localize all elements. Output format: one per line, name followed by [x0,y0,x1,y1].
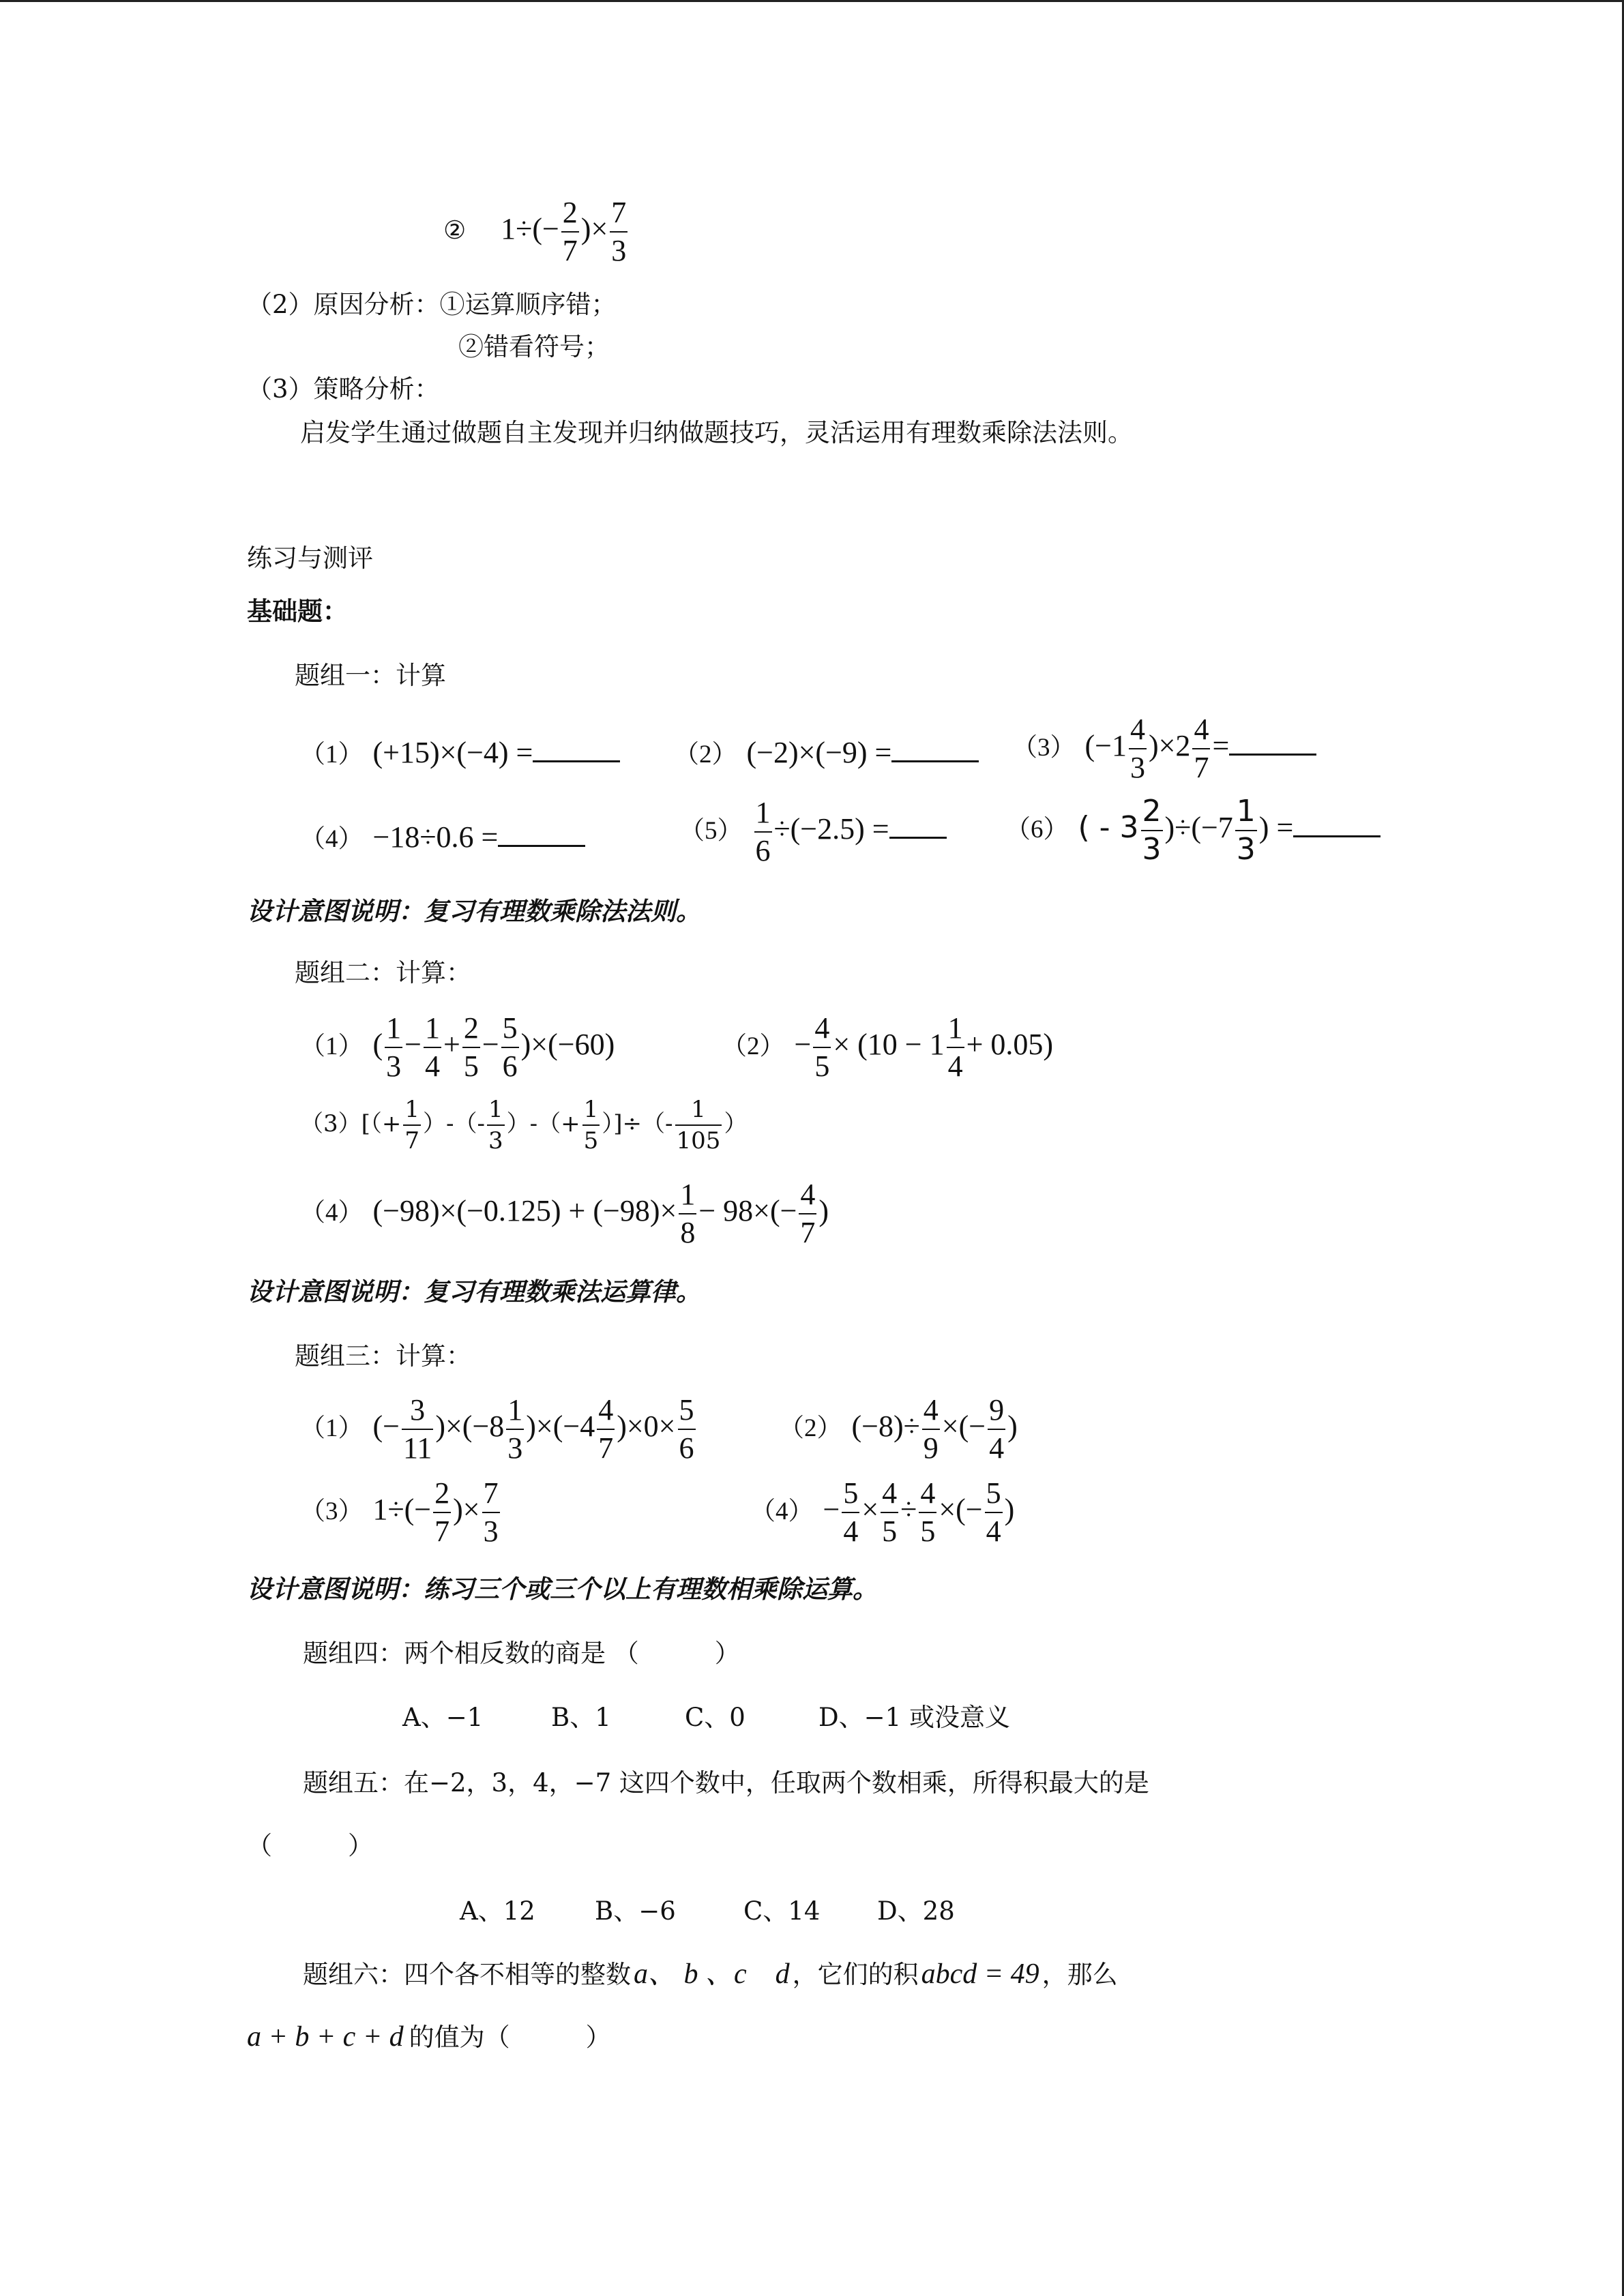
expression-part: )×2 [1148,729,1191,763]
numerator: 1 [691,1096,706,1123]
group1-problem-3 [1012,715,1316,783]
fraction [675,1098,722,1152]
fraction [385,1013,402,1082]
option-c[interactable]: C、14 [743,1896,821,1926]
fraction [881,1478,898,1547]
item2-text-a: 1÷(− [501,212,559,246]
expression-part: )×(−60) [520,1028,615,1062]
fraction [462,1013,480,1082]
group2-problem-2 [722,1013,1053,1082]
expression-part: ×(− [939,1493,983,1527]
problem-expression: (+15)×(−4) = [372,736,533,769]
operator: − [404,1028,422,1062]
answer-blank[interactable] [498,842,585,847]
expression-part: )× [453,1493,480,1527]
denominator: 5 [919,1512,936,1547]
denominator: 105 [675,1124,722,1152]
expression-part: ÷(−2.5) = [773,812,889,846]
item2-text-b: )× [580,212,608,246]
denominator: 3 [385,1047,402,1082]
numerator: 7 [483,1476,499,1510]
group4-question: 题组四：两个相反数的商是 （ ） [303,1639,740,1668]
expression-part: ) [1007,1410,1018,1444]
strategy-text: 启发学生通过做题自主发现并归纳做题技巧，灵活运用有理数乘除法法则。 [300,418,1133,447]
denominator: 7 [799,1213,816,1248]
operator: − [482,1028,499,1062]
variables: a、 b 、c d [634,1958,790,1990]
answer-blank[interactable] [891,758,979,762]
problem-label: （3） [300,1110,361,1137]
denominator: 5 [582,1124,600,1152]
numerator: 5 [679,1393,694,1427]
denominator: 7 [433,1512,451,1547]
fraction [988,1395,1005,1463]
denominator: 3 [506,1429,524,1463]
group1-problem-4 [300,822,585,852]
numerator: 1 [404,1096,420,1123]
numerator: 4 [920,1476,936,1510]
expression-part: ) [1004,1493,1015,1527]
numerator: 1 [947,1011,963,1045]
question-text: 的值为（ ） [409,2023,611,2052]
group4-options [402,1705,1010,1730]
group3-problem-3 [300,1478,502,1547]
page-top-border [0,0,1624,2]
numerator: 5 [502,1011,518,1045]
problem-label: （4） [300,825,364,853]
fraction [678,1395,696,1463]
problem-expression: (−2)×(−9) = [746,736,892,769]
fraction [842,1478,859,1547]
group3-problem-1 [300,1395,698,1463]
denominator: 4 [985,1512,1003,1547]
denominator: 8 [679,1213,696,1248]
fraction [922,1395,940,1463]
numerator: 1 [424,1011,440,1045]
numerator: 4 [1194,713,1209,746]
option-a[interactable]: A、12 [460,1896,535,1926]
expression-part: − [823,1493,840,1527]
numerator: 5 [843,1476,859,1510]
problem-label: （1） [300,1414,364,1443]
fraction [597,1395,615,1463]
fraction [947,1013,964,1082]
numerator: 5 [986,1476,1001,1510]
denominator: 4 [988,1429,1005,1463]
numerator: 1 [1236,794,1256,829]
group3-problem-2 [779,1395,1018,1463]
expression-part: 1÷(− [372,1493,432,1527]
expression-part: )×(−8 [435,1410,505,1444]
answer-blank[interactable] [1293,833,1381,837]
problem-label: （2） [779,1414,842,1443]
denominator: 6 [754,831,772,866]
option-b[interactable]: B、1 [551,1703,611,1732]
denominator: 7 [597,1429,615,1463]
fraction [433,1478,451,1547]
basic-heading: 基础题： [247,596,348,626]
numerator: 9 [989,1393,1005,1427]
item2-fraction-1 [561,198,579,266]
expression-part: (−98)×(−0.125) + (−98)× [372,1194,677,1228]
problem-label: （3） [1012,734,1076,762]
numerator: 4 [814,1011,830,1045]
denominator: 3 [1141,830,1163,865]
fraction [1192,715,1210,783]
sum-expression: a + b + c + d [247,2021,404,2053]
denominator: 3 [482,1512,500,1547]
problem-label: （5） [679,817,743,846]
cause-item-2: ②错看符号； [458,332,610,361]
expression-part: (− [372,1410,400,1444]
fraction [679,1180,696,1248]
cause-item-1: ①运算顺序错； [439,290,617,319]
fraction [403,1098,421,1152]
fraction [754,798,772,866]
question-text: ，它们的积 [792,1960,919,1989]
denominator: 7 [561,231,579,266]
group3-problem-4 [750,1478,1014,1547]
option-d[interactable]: D、−1 或没意义 [818,1703,1010,1732]
numerator: 4 [882,1476,898,1510]
numerator: 4 [923,1393,939,1427]
numerator: 1 [488,1096,503,1123]
group1-intent: 设计意图说明：复习有理数乘除法法则。 [247,896,701,926]
fraction [799,1180,816,1248]
group6-question [303,1960,1118,1988]
expression-part: ) [818,1194,829,1228]
item2-label: ② [443,217,467,245]
problem-label: （2） [674,741,737,769]
fraction [402,1395,433,1463]
fraction [482,1478,500,1547]
fraction [919,1478,936,1547]
group3-intent: 设计意图说明：练习三个或三个以上有理数相乘除运算。 [247,1574,878,1604]
group2-problem-4 [300,1180,829,1248]
group5-question: 题组五：在−2，3，4，−7 这四个数中，任取两个数相乘，所得积最大的是 [303,1768,1149,1798]
denominator: 11 [402,1429,433,1463]
numerator: 4 [800,1178,816,1211]
group6-question-cont [247,2023,611,2051]
option-b[interactable]: B、−6 [595,1896,676,1926]
problem-label: （1） [300,1032,364,1061]
fraction [1129,715,1147,783]
fraction [1141,796,1163,865]
group5-paren: （ ） [247,1831,373,1860]
numerator: 2 [434,1476,450,1510]
group2-problem-1 [300,1013,615,1082]
denominator: 4 [842,1512,859,1547]
group1-problem-5 [679,798,947,866]
expression-part: × [861,1493,879,1527]
option-d[interactable]: D、28 [877,1896,955,1926]
fraction [501,1013,519,1082]
numerator: 3 [410,1393,426,1427]
denominator: 3 [1129,748,1147,783]
fraction [1235,796,1257,865]
expression-part: ÷ [900,1493,917,1527]
group1-problem-1 [300,738,620,768]
denominator: 3 [610,231,628,266]
fraction [813,1013,831,1082]
option-c[interactable]: C、0 [685,1703,745,1732]
expression-part: ( - 3 [1078,810,1139,846]
numerator: 7 [611,196,627,229]
problem-label: （1） [300,741,364,769]
expression-part: ）]÷（- [602,1110,673,1137]
expression-part: (−8)÷ [851,1410,920,1444]
item2-expression [443,198,630,266]
group2-intent: 设计意图说明：复习有理数乘法运算律。 [247,1277,701,1307]
denominator: 4 [424,1047,441,1082]
numerator: 2 [1142,794,1162,829]
fraction [424,1013,441,1082]
expression-part: ）-（+ [506,1110,580,1137]
numerator: 1 [755,796,771,829]
expression-part: = [1212,729,1230,763]
expression-part: )×0× [617,1410,676,1444]
expression-part: )×(−4 [526,1410,595,1444]
problem-label: （2） [722,1032,785,1061]
item2-fraction-2 [610,198,628,266]
denominator: 5 [462,1047,480,1082]
denominator: 5 [813,1047,831,1082]
fraction [506,1395,524,1463]
expression-part: ×(− [941,1410,986,1444]
expression-part: ）-（- [423,1110,486,1137]
problem-label: （6） [1005,816,1069,844]
expression-part: × (10 − 1 [833,1028,945,1062]
strategy-heading: （3）策略分析： [247,374,440,404]
cause-heading [247,292,617,317]
expression-part: ) = [1258,811,1294,845]
denominator: 9 [922,1429,940,1463]
expression-part: ） [724,1110,748,1137]
denominator: 7 [403,1124,421,1152]
group2-problem-3 [300,1098,747,1152]
option-a[interactable]: A、−1 [402,1703,484,1732]
fraction [487,1098,505,1152]
answer-blank[interactable] [889,834,947,839]
group3-title: 题组三：计算： [295,1341,471,1371]
expression-part: − [794,1028,812,1062]
denominator: 7 [1192,748,1210,783]
group1-title: 题组一：计算 [295,661,446,690]
numerator: 1 [583,1096,599,1123]
group1-problem-6 [1005,796,1381,865]
problem-label: （3） [300,1497,364,1526]
numerator: 4 [1130,713,1145,746]
answer-blank[interactable] [1229,751,1316,756]
cause-heading-text: （2）原因分析： [247,290,440,319]
expression-part: [（+ [361,1110,402,1137]
numerator: 1 [680,1178,696,1211]
fraction [582,1098,600,1152]
denominator: 5 [881,1512,898,1547]
question-text: ，那么 [1042,1960,1118,1989]
problem-label: （4） [750,1497,814,1526]
group2-title: 题组二：计算： [295,958,471,987]
product-expression: abcd = 49 [921,1958,1039,1990]
group1-problem-2 [674,738,979,768]
answer-blank[interactable] [533,758,620,762]
expression-part: (−1 [1084,729,1127,763]
numerator: 4 [598,1393,614,1427]
question-text: 题组六：四个各不相等的整数 [303,1960,631,1989]
denominator: 3 [1235,830,1257,865]
expression-part: ( [372,1028,383,1062]
numerator: 1 [386,1011,402,1045]
denominator: 3 [487,1124,505,1152]
expression-part: + 0.05) [966,1028,1054,1062]
practice-title: 练习与测评 [247,543,373,573]
operator: + [443,1028,460,1062]
expression-part: )÷(−7 [1164,811,1233,845]
denominator: 4 [947,1047,964,1082]
problem-expression: −18÷0.6 = [372,820,499,854]
numerator: 2 [562,196,578,229]
fraction [985,1478,1003,1547]
denominator: 6 [678,1429,696,1463]
numerator: 1 [507,1393,523,1427]
expression-part: − 98×(− [698,1194,797,1228]
denominator: 6 [501,1047,519,1082]
group5-options [460,1898,955,1924]
problem-label: （4） [300,1199,364,1227]
numerator: 2 [463,1011,479,1045]
